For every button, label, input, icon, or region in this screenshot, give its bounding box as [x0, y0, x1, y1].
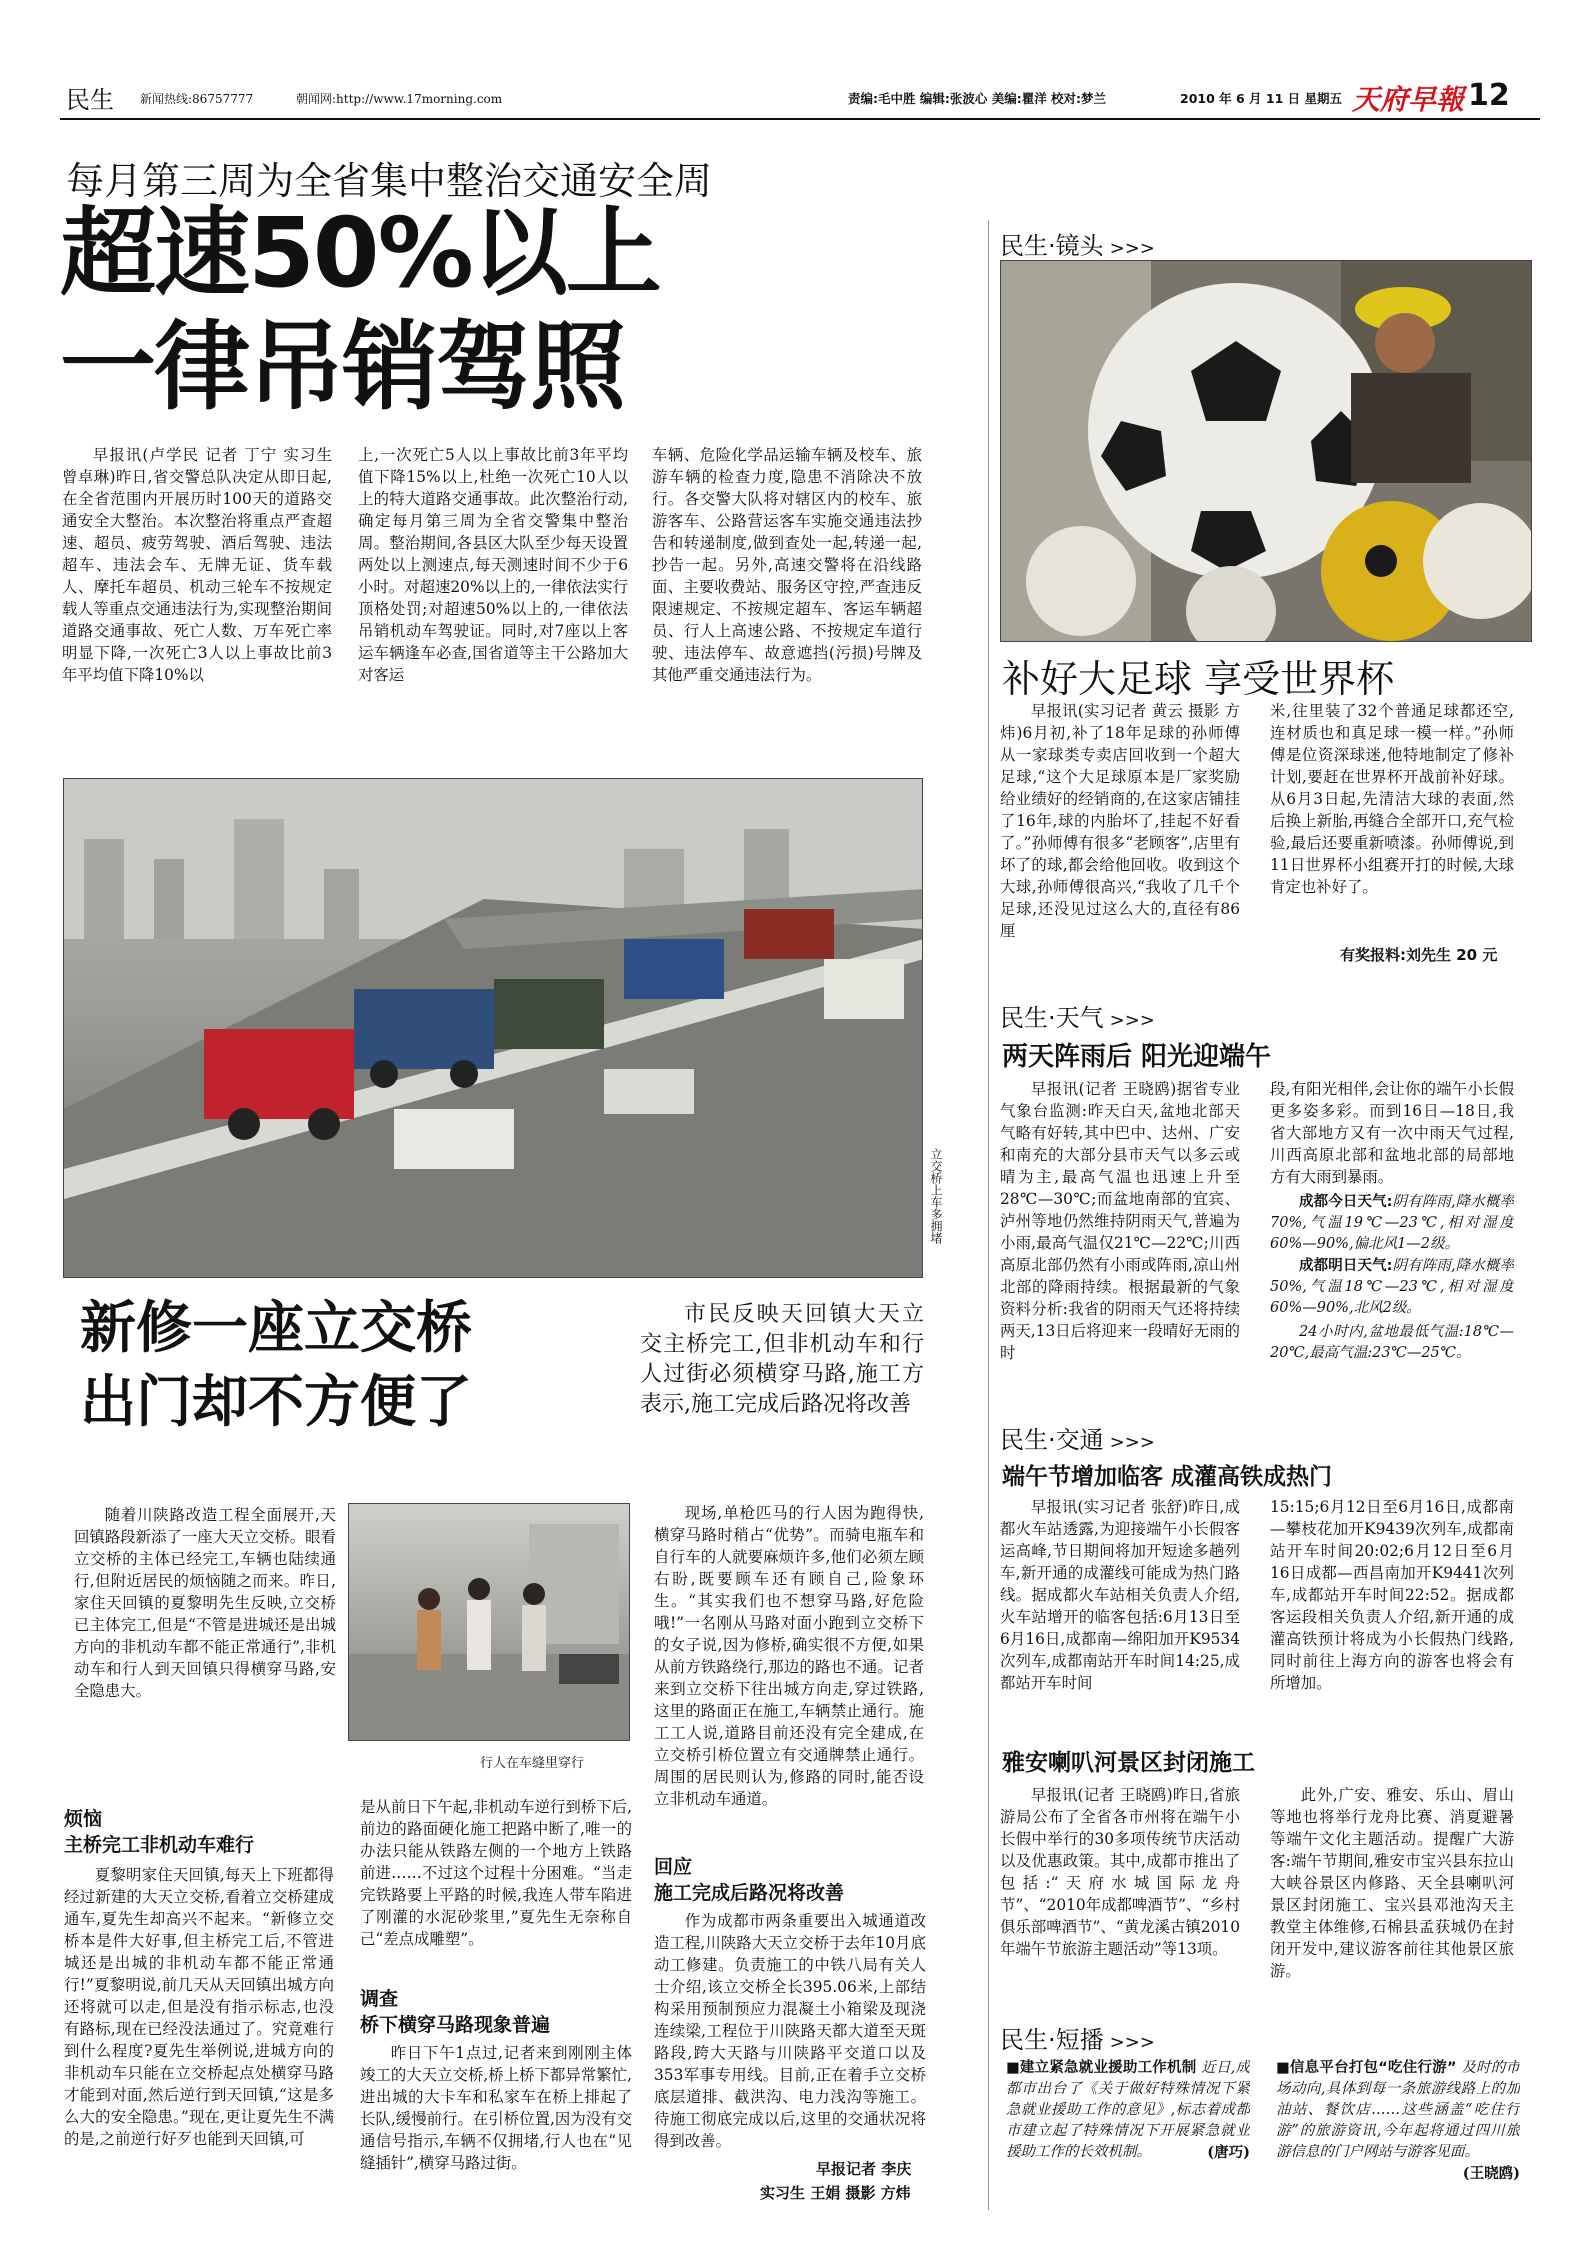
bridge-headline-line1: 新修一座立交桥 [80, 1296, 472, 1361]
weather-today-text: 阴有阵雨,降水概率70%,气温19℃—23℃,相对湿度60%—90%,偏北风1—2级。 [1270, 1194, 1514, 1252]
weather-today-label: 成都今日天气: [1299, 1194, 1393, 1210]
bridge-right-text: 现场,单枪匹马的行人因为跑得快,横穿马路时稍占“优势”。而骑电瓶车和自行车的人就要麻烦许多,他们必须左顾右盼,既要顾车还有顾自己,险象环生。“其实我们也不想穿马路,好危险哦!”一名刚从马路对面小跑到立交桥下的女子说,因为修桥,确实很不方便,如果从前方铁路绕行,那边的路也不通。记者来到立交桥下往出城方向走,穿过铁路,这里的路面正在施工,车辆禁止通行。施工工人说,道路目前还没有完全建成,在立交桥引桥位置立有交通牌禁止通行。周围的居民则认为,修路的同时,能否设立非机动车通道。 [654, 1504, 924, 1808]
credits: 责编:毛中胜 编辑:张波心 美编:瞿洋 校对:梦兰 [848, 91, 1107, 106]
brief-item-2 [1276, 2058, 1520, 2208]
weather-section-tag: 民生·天气 >>> [1000, 1004, 1155, 1032]
section-name: 民生 [66, 86, 114, 114]
weather-tag-name: 天气 [1055, 1004, 1104, 1032]
weather-tomorrow-label: 成都明日天气: [1299, 1258, 1393, 1274]
scenic-col1: 早报讯(记者 王晓鸥)昨日,省旅游局公布了全省各市州将在端午小长假中举行的30多项传统节庆活动以及优惠政策。其中,成都市推出了包括:“天府水城国际龙舟节”、“2010年成都啤酒节”、“乡村俱乐部啤酒节”、“黄龙溪古镇2010年端午节旅游主题活动”等13项。 [1000, 1786, 1240, 1958]
brief-1-title: ■建立紧急就业援助工作机制 [1006, 2060, 1197, 2076]
sub1-title: 主桥完工非机动车难行 [64, 1834, 255, 1856]
sub1-label: 烦恼 [64, 1808, 103, 1830]
bridge-mid-text: 是从前日下午起,非机动车逆行到桥下后,前边的路面硬化施工把路中断了,唯一的办法只能从铁路左侧的一个地方上铁路前进……不过这个过程十分困难。“当走完铁路要上平路的时候,我连人带车陷进了刚灌的水泥砂浆里,”夏先生无奈称自己“差点成雕塑”。 [360, 1798, 632, 1948]
briefs-arrows: >>> [1109, 2032, 1155, 2053]
traffic-headline: 端午节增加临客 成灌高铁成热门 [1002, 1464, 1333, 1490]
scenic-col2: 此外,广安、雅安、乐山、眉山等地也将举行龙舟比赛、消夏避暑等端午文化主题活动。提醒广大游客:端午节期间,雅安市宝兴县东拉山大峡谷景区内修路、天全县喇叭河景区封闭施工、宝兴县邓池沟天主教堂主体维修,石棉县孟获城仍在封闭开发中,建议游客前往其他景区旅游。 [1270, 1786, 1514, 1980]
scenic-headline: 雅安喇叭河景区封闭施工 [1002, 1750, 1255, 1776]
weather-tomorrow-text: 阴有阵雨,降水概率50%,气温18℃—23℃,相对湿度60%—90%,北风2级。 [1270, 1258, 1514, 1316]
traffic-jam-illustration [64, 779, 923, 1278]
traffic-tag-name: 交通 [1055, 1426, 1104, 1454]
brief-item-1 [1006, 2058, 1250, 2208]
weather-col2: 段,有阳光相伴,会让你的端午小长假更多姿多彩。而到16日—18日,我省大部地方又有一次中雨天气过程,川西高原北部和盆地北部的局部地方有大雨到暴雨。 [1270, 1080, 1514, 1186]
hotline: 新闻热线:86757777 [140, 92, 254, 106]
issue-date: 2010 年 6 月 11 日 星期五 [1180, 91, 1342, 106]
sub3-text: 作为成都市两条重要出入城通道改造工程,川陕路大天立交桥于去年10月底动工修建。负责施工的中铁八局有关人士介绍,该立交桥全长395.06米,上部结构采用预制预应力混凝土小箱梁及现浇连续梁,工程位于川陕路天都大道至天斑路段,跨大天路与川陕路平交道口以及353军事专用线。目前,正在着手立交桥底层道排、截洪沟、电力浅沟等施工。待施工彻底完成以后,这里的交通状况将得到改善。 [654, 1912, 926, 2150]
paper-logo: 天府早報 [1352, 83, 1465, 116]
weather-today [1270, 1192, 1514, 1256]
traffic-arrows: >>> [1109, 1432, 1155, 1453]
brief-1-text: 近日,成都市出台了《关于做好特殊情况下紧急就业援助工作的意见》,标志着成都市建立起了特殊情况下开展紧急就业援助工作的长效机制。 [1006, 2060, 1250, 2160]
column-divider [988, 220, 989, 2210]
lead-headline-line2: 一律吊销驾照 [60, 311, 624, 423]
website: 朝闻网:http://www.17morning.com [296, 92, 503, 106]
bridge-byline2: 实习生 王娟 摄影 方炜 [760, 2184, 911, 2202]
briefs-tag: 民生 [1000, 2026, 1048, 2054]
lead-col3: 车辆、危险化学品运输车辆及校车、旅游车辆的检查力度,隐患不消除决不放行。各交警大队将对辖区内的校车、旅游客车、公路营运客车实施交通违法抄告和转递制度,做到查处一起,转递一起,抄告一起。另外,高速交警将在沿线路面、主要收费站、服务区守控,严查违反限速规定、不按规定超车、客运车辆超员、行人上高速公路、不按规定车道行驶、违法停车、故意遮挡(污损)号牌及其他严重交通违法行为。 [652, 446, 922, 684]
weather-lowest: 24小时内,盆地最低气温:18℃—20℃,最高气温:23℃—25℃。 [1270, 1324, 1514, 1361]
traffic-col1: 早报讯(实习记者 张舒)昨日,成都火车站透露,为迎接端午小长假客运高峰,节日期间将加开短途多趟列车,新开通的成灌线可能成为热门路线。据成都火车站相关负责人介绍,火车站增开的临客包括:6月13日至6月16日,成都南—绵阳加开K9534次列车,成都南站开车时间14:25,成都站开车时间 [1000, 1498, 1240, 1692]
lens-arrows: >>> [1109, 238, 1155, 259]
bridge-intro: 随着川陕路改造工程全面展开,天回镇路段新添了一座大天立交桥。眼看立交桥的主体已经完工,车辆也陆续通行,但附近居民的烦恼随之而来。昨日,家住天回镇的夏黎明先生反映,立交桥已主体完工,但是“不管是进城还是出城方向的非机动车都不能正常通行”,非机动车和行人到天回镇只得横穿马路,安全隐患大。 [74, 1506, 336, 1700]
bridge-headline-line2: 出门却不方便了 [80, 1370, 472, 1435]
brief-2-title: ■信息平台打包“吃住行游” [1276, 2060, 1457, 2076]
pedestrians-illustration [349, 1504, 630, 1741]
lens-col1: 早报讯(实习记者 黄云 摄影 方炜)6月初,补了18年足球的孙师傅从一家球类专卖店回收到一个超大足球,“这个大足球原本是厂家奖励给业绩好的经销商的,在这家店铺挂了16年,球的内胎坏了,挂起不好看了。”孙师傅有很多“老顾客”,店里有坏了的球,都会给他回收。收到这个大球,孙师傅很高兴,“我收了几千个足球,还没见过这么大的,直径有86厘 [1000, 702, 1240, 940]
lens-tag: 民生 [1000, 232, 1048, 260]
weather-arrows: >>> [1109, 1010, 1155, 1031]
sub2-text: 昨日下午1点过,记者来到刚刚主体竣工的大天立交桥,桥上桥下都异常繁忙,进出城的大卡车和私家车在桥上排起了长队,缓慢前行。在引桥位置,因为没有交通信号指示,车辆不仅拥堵,行人也在“见缝插针”,横穿马路过街。 [360, 2044, 632, 2172]
briefs-section-tag: 民生·短播 >>> [1000, 2026, 1155, 2054]
traffic-jam-photo [63, 778, 923, 1278]
pedestrians-caption: 行人在车缝里穿行 [480, 1756, 585, 1771]
lead-col2: 上,一次死亡5人以上事故比前3年平均值下降15%以上,杜绝一次死亡10人以上的特大道路交通事故。此次整治行动,确定每月第三周为全省交警集中整治周。整治期间,各县区大队至少每天设置两处以上测速点,每天测速时间不少于6小时。对超速20%以上的,一律依法实行顶格处罚;对超速50%以上的,一律依法吊销机动车驾驶证。同时,对7座以上客运车辆逢车必查,国省道等主干公路加大对客运 [358, 446, 628, 684]
brief-2-author: (王晓鸥) [1462, 2165, 1520, 2182]
traffic-photo-caption: 立交桥上车多拥堵 [929, 1148, 943, 1244]
briefs-tag-name: 短播 [1055, 2026, 1104, 2054]
weather-tag: 民生 [1000, 1004, 1048, 1032]
bridge-deck: 市民反映天回镇大天立交主桥完工,但非机动车和行人过街必须横穿马路,施工方表示,施工完成后路况将改善 [640, 1302, 924, 1417]
lens-headline: 补好大足球 享受世界杯 [1002, 657, 1395, 701]
lens-section-tag: 民生·镜头 >>> [1000, 232, 1155, 260]
traffic-tag: 民生 [1000, 1426, 1048, 1454]
bridge-byline1: 早报记者 李庆 [816, 2160, 912, 2178]
sub1-text: 夏黎明家住天回镇,每天上下班都得经过新建的大天立交桥,看着立交桥建成通车,夏先生却高兴不起来。“新修立交桥本是件大好事,但主桥完工后,不管进城还是出城的非机动车都不能正常通行!”夏黎明说,前几天从天回镇出城方向还将就可以走,但是没有指示标志,也没有路标,现在已经没法通过了。究竟难行到什么程度?夏先生举例说,进城方向的非机动车只能在立交桥起点处横穿马路才能到对面,然后逆行到天回镇,“这是多么大的安全隐患。”现在,更让夏先生不满的是,之前逆行好歹也能到天回镇,可 [64, 1866, 334, 2148]
sub2-label: 调查 [360, 1988, 399, 2010]
lens-tag-name: 镜头 [1055, 232, 1104, 260]
football-photo [1000, 260, 1532, 642]
sub3-label: 回应 [654, 1856, 693, 1878]
masthead-rule [60, 118, 1540, 120]
pedestrians-photo [348, 1503, 630, 1741]
brief-1-author: (唐巧) [1207, 2144, 1250, 2161]
masthead [60, 78, 1540, 118]
brief-2-text: 及时的市场动向,具体到每一条旅游线路上的加油站、餐饮店……这些涵盖“吃住行游”的旅游资讯,今年起将通过四川旅游信息的门户网站与游客见面。 [1276, 2060, 1520, 2160]
lens-col2: 米,往里装了32个普通足球都还空,连材质也和真足球一模一样。”孙师傅是位资深球迷,他特地制定了修补计划,要赶在世界杯开战前补好球。从6月3日起,先清洁大球的表面,然后换上新胎,再缝合全部开口,充气检验,最后还要重新喷漆。孙师傅说,到11日世界杯小组赛开打的时候,大球肯定也补好了。 [1270, 702, 1514, 896]
traffic-col2: 15:15;6月12日至6月16日,成都南—攀枝花加开K9439次列车,成都南站开车时间20:02;6月12日至6月16日成都—西昌南加开K9441次列车,成都站开车时间22:52。据成都客运段相关负责人介绍,新开通的成灌高铁预计将成为小长假热门线路,同时前往上海方向的游客也将会有所增加。 [1270, 1498, 1514, 1692]
weather-headline: 两天阵雨后 阳光迎端午 [1002, 1042, 1272, 1072]
lens-reward: 有奖报料:刘先生 20 元 [1340, 946, 1498, 964]
traffic-section-tag: 民生·交通 >>> [1000, 1426, 1155, 1454]
lead-kicker: 每月第三周为全省集中整治交通安全周 [66, 159, 713, 203]
page-number: 12 [1468, 78, 1510, 113]
football-illustration [1001, 261, 1532, 642]
weather-col1: 早报讯(记者 王晓鸥)据省专业气象台监测:昨天白天,盆地北部天气略有好转,其中巴中、达州、广安和南充的大部分县市天气以多云或晴为主,最高气温也迅速上升至28℃—30℃;而盆地南部的宜宾、泸州等地仍然维持阴雨天气,普遍为小雨,最高气温仅21℃—22℃;川西高原北部仍然有小雨或阵雨,凉山州北部的降雨持续。根据最新的气象资料分析:我省的阴雨天气还将持续两天,13日后将迎来一段晴好无雨的时 [1000, 1080, 1240, 1362]
weather-tomorrow [1270, 1256, 1514, 1320]
lead-headline-line1: 超速50%以上 [60, 197, 660, 309]
sub3-title: 施工完成后路况将改善 [654, 1882, 845, 1904]
lead-col1: 早报讯(卢学民 记者 丁宁 实习生 曾卓琳)昨日,省交警总队决定从即日起,在全省范围内开展历时100天的道路交通安全大整治。本次整治将重点严查超速、超员、疲劳驾驶、酒后驾驶、违法超车、违法会车、无牌无证、货车载人、摩托车超员、机动三轮车不按规定载人等重点交通违法行为,实现整治期间道路交通事故、死亡人数、万车死亡率明显下降,一次死亡3人以上事故比前3年平均值下降10%以 [62, 446, 332, 684]
sub2-title: 桥下横穿马路现象普遍 [360, 2014, 551, 2036]
